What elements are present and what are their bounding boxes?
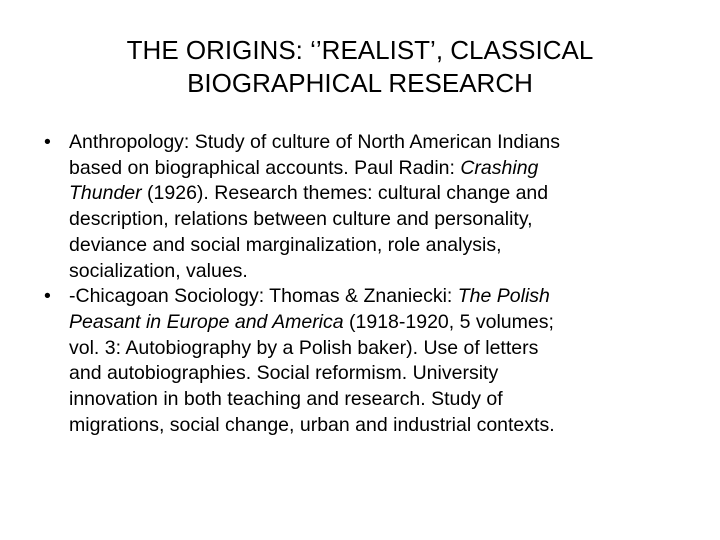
bullet-text <box>69 130 684 284</box>
slide-title <box>60 34 660 100</box>
book-title-run: The Polish <box>457 285 550 308</box>
text-run: innovation in both teaching and research. Study of <box>69 388 503 411</box>
text-run: based on biographical accounts. Paul Radin: <box>69 156 461 179</box>
text-run: deviance and social marginalization, role analysis, <box>69 233 502 256</box>
text-run: migrations, social change, urban and industrial contexts. <box>69 413 555 436</box>
text-line <box>69 336 684 362</box>
book-title-run: Peasant in Europe and America <box>69 310 344 333</box>
text-line <box>69 310 684 336</box>
text-run: (1918-1920, 5 volumes; <box>343 310 554 333</box>
text-run: Anthropology: Study of culture of North American Indians <box>69 131 561 153</box>
title-line: BIOGRAPHICAL RESEARCH <box>187 68 533 98</box>
text-run: vol. 3: Autobiography by a Polish baker). Use of letters <box>69 336 539 359</box>
text-run: (1926). Research themes: cultural change and <box>141 182 549 205</box>
text-line <box>69 181 684 207</box>
title-line: THE ORIGINS: ‘’REALIST’, CLASSICAL <box>126 35 594 65</box>
text-line <box>69 413 684 439</box>
bullet-text <box>69 284 684 438</box>
book-title-run: Crashing <box>460 156 539 179</box>
book-title-run: Thunder <box>69 182 142 205</box>
text-line <box>69 361 684 387</box>
text-line <box>69 130 684 156</box>
text-line <box>69 259 684 285</box>
text-line <box>69 156 684 182</box>
text-line <box>69 284 684 310</box>
text-run: description, relations between culture and personality, <box>69 208 533 231</box>
text-run: socialization, values. <box>69 259 248 282</box>
bullet-item-anthropology <box>44 130 684 284</box>
text-line <box>69 233 684 259</box>
bullet-item-chicagoan-sociology <box>44 284 684 438</box>
text-line <box>69 387 684 413</box>
text-run: and autobiographies. Social reformism. University <box>69 362 499 385</box>
bullet-marker: • <box>44 131 51 153</box>
bullet-list <box>44 130 684 438</box>
text-line <box>69 207 684 233</box>
text-run: -Chicagoan Sociology: Thomas & Znaniecki: <box>69 285 458 308</box>
bullet-marker: • <box>44 285 51 308</box>
